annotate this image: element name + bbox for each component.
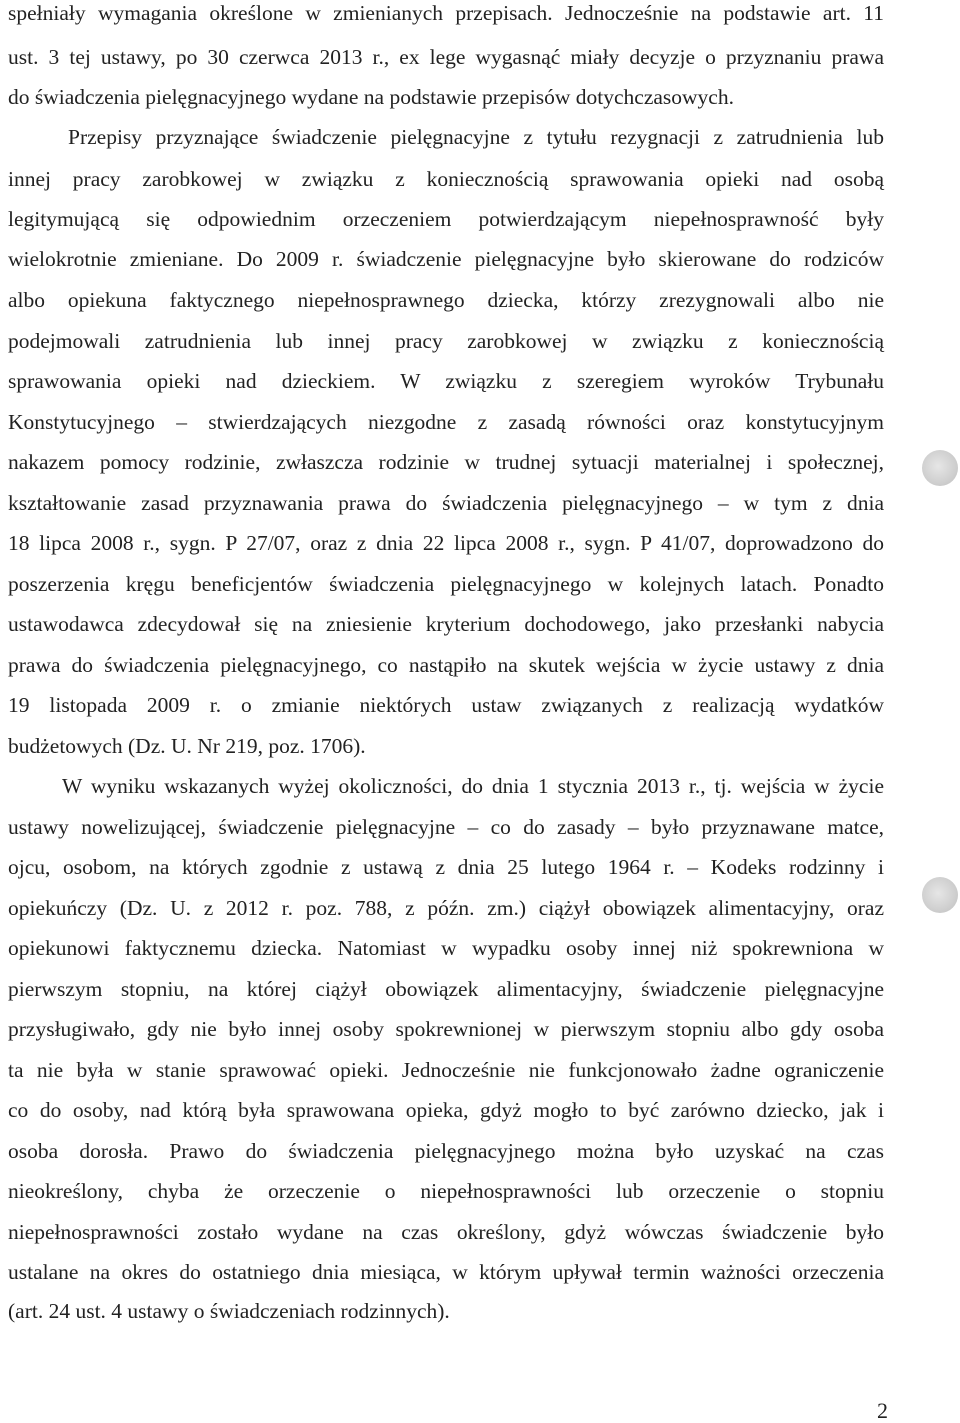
text-line: legitymującą się odpowiednim orzeczeniem potwierdzającym niepełnosprawność były [8, 207, 884, 231]
text-line: osoba dorosła. Prawo do świadczenia pielęgnacyjnego można było uzyskać na czas [8, 1139, 884, 1163]
text-line: ustawy nowelizującej, świadczenie pielęgnacyjne – co do zasady – było przyznawane matce, [8, 815, 884, 839]
text-line: spełniały wymagania określone w zmienianych przepisach. Jednocześnie na podstawie art. 11 [8, 1, 884, 25]
page-number: 2 [877, 1398, 888, 1423]
text-line: ta nie była w stanie sprawować opieki. Jednocześnie nie funkcjonowało żadne ograniczenie [8, 1058, 884, 1082]
text-line: ustawodawca zdecydował się na zniesienie kryterium dochodowego, jako przesłanki nabycia [8, 612, 884, 636]
text-line: wielokrotnie zmieniane. Do 2009 r. świadczenie pielęgnacyjne było skierowane do rodziców [8, 247, 884, 271]
text-line: 18 lipca 2008 r., sygn. P 27/07, oraz z dnia 22 lipca 2008 r., sygn. P 41/07, doprowadzono do [8, 531, 884, 555]
text-line: podejmowali zatrudnienia lub innej pracy zarobkowej w związku z koniecznością [8, 329, 884, 353]
text-line: innej pracy zarobkowej w związku z koniecznością sprawowania opieki nad osobą [8, 167, 884, 191]
text-line: co do osoby, nad którą była sprawowana opieka, gdyż mogło to być zarówno dziecko, jak i [8, 1098, 884, 1122]
text-line: Przepisy przyznające świadczenie pielęgnacyjne z tytułu rezygnacji z zatrudnienia lub [68, 125, 884, 149]
text-line: albo opiekuna faktycznego niepełnosprawnego dziecka, którzy zrezygnowali albo nie [8, 288, 884, 312]
text-line: 19 listopada 2009 r. o zmianie niektórych ustaw związanych z realizacją wydatków [8, 693, 884, 717]
text-line: budżetowych (Dz. U. Nr 219, poz. 1706). [8, 734, 366, 758]
text-line: opiekuńczy (Dz. U. z 2012 r. poz. 788, z późn. zm.) ciążył obowiązek alimentacyjny, oraz [8, 896, 884, 920]
text-line: Konstytucyjnego – stwierdzających niezgodne z zasadą równości oraz konstytucyjnym [8, 410, 884, 434]
punch-hole [922, 877, 958, 913]
text-line: ust. 3 tej ustawy, po 30 czerwca 2013 r., ex lege wygasnąć miały decyzje o przyznaniu prawa [8, 45, 884, 69]
text-line: przysługiwało, gdy nie było innej osoby spokrewnionej w pierwszym stopniu albo gdy osoba [8, 1017, 884, 1041]
text-line: sprawowania opieki nad dzieckiem. W związku z szeregiem wyroków Trybunału [8, 369, 884, 393]
text-line: (art. 24 ust. 4 ustawy o świadczeniach rodzinnych). [8, 1299, 450, 1323]
text-line: poszerzenia kręgu beneficjentów świadczenia pielęgnacyjnego w kolejnych latach. Ponadto [8, 572, 884, 596]
text-line: nieokreślony, chyba że orzeczenie o niepełnosprawności lub orzeczenie o stopniu [8, 1179, 884, 1203]
text-line: prawa do świadczenia pielęgnacyjnego, co nastąpiło na skutek wejścia w życie ustawy z dnia [8, 653, 884, 677]
text-line: ojcu, osobom, na których zgodnie z ustawą z dnia 25 lutego 1964 r. – Kodeks rodzinny i [8, 855, 884, 879]
text-line: nakazem pomocy rodzinie, zwłaszcza rodzinie w trudnej sytuacji materialnej i społecznej, [8, 450, 884, 474]
text-line: ustalane na okres do ostatniego dnia miesiąca, w którym upływał termin ważności orzeczenia [8, 1260, 884, 1284]
text-line: opiekunowi faktycznemu dziecka. Natomiast w wypadku osoby innej niż spokrewniona w [8, 936, 884, 960]
text-line: pierwszym stopniu, na której ciążył obowiązek alimentacyjny, świadczenie pielęgnacyjne [8, 977, 884, 1001]
text-line: do świadczenia pielęgnacyjnego wydane na podstawie przepisów dotychczasowych. [8, 85, 734, 109]
punch-hole [922, 450, 958, 486]
text-line: W wyniku wskazanych wyżej okoliczności, do dnia 1 stycznia 2013 r., tj. wejścia w życie [62, 774, 884, 798]
text-line: kształtowanie zasad przyznawania prawa do świadczenia pielęgnacyjnego – w tym z dnia [8, 491, 884, 515]
text-line: niepełnosprawności zostało wydane na czas określony, gdyż wówczas świadczenie było [8, 1220, 884, 1244]
